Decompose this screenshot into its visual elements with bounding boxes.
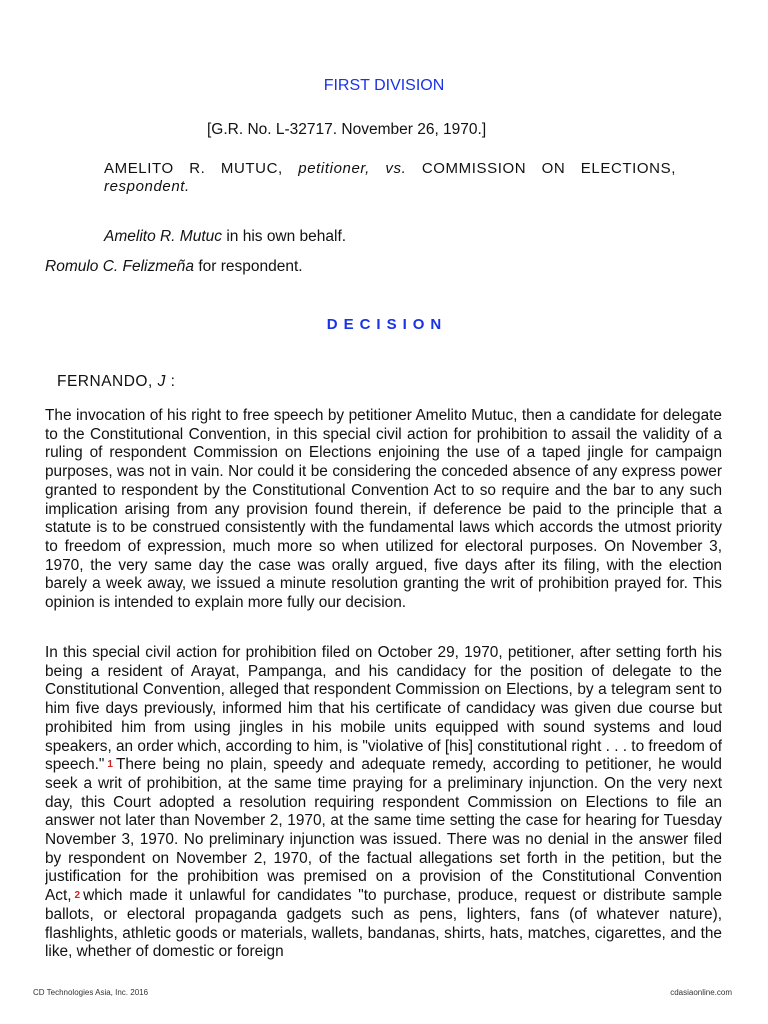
- respondent-role: respondent.: [104, 178, 190, 195]
- footnote-link-1[interactable]: 1: [107, 759, 113, 771]
- paragraph-2-part-3: which made it unlawful for candidates "to purchase, produce, request or distribute sample ballots, or electoral propaganda gadgets such as pens, lighters, fans (of whatever nature), flashlights, athletic goods or materials, wallets, bandanas, shirts, hats, matches, cigarettes, and the like, whether of domestic or foreign: [45, 887, 722, 961]
- footer-site: cdasiaonline.com: [670, 988, 732, 997]
- ponente-colon: :: [165, 373, 176, 390]
- ponente: [57, 373, 175, 391]
- ponente-name: FERNANDO,: [57, 373, 153, 390]
- division-heading: FIRST DIVISION: [323, 77, 445, 94]
- case-parties: [104, 160, 676, 196]
- decision-title: DECISION: [326, 316, 448, 333]
- versus-label: vs.: [385, 160, 407, 177]
- respondent-counsel: [45, 258, 303, 276]
- footnote-link-2[interactable]: 2: [74, 890, 81, 902]
- footer-copyright: CD Technologies Asia, Inc. 2016: [33, 988, 149, 997]
- petitioner-role: petitioner,: [298, 160, 370, 177]
- paragraph-2-part-1: In this special civil action for prohibition filed on October 29, 1970, petitioner, after setting forth his being a resident of Arayat, Pampanga, and his candidacy for the position of delegate to the Constitutional Convention, alleged that respondent Commission on Elections, by a telegram sent to him five days previously, informed him that his certificate of candidacy was given due course but prohibited him from using jingles in his mobile units equipped with sound systems and loud speakers, an order which, according to him, is "violative of [his] constitutional right . . . to freedom of speech.": [45, 644, 722, 774]
- respondent-counsel-name: Romulo C. Felizmeña: [45, 258, 195, 275]
- respondent-name: COMMISSION ON ELECTIONS,: [421, 160, 676, 177]
- paragraph-2: [45, 644, 722, 979]
- petitioner-counsel-name: Amelito R. Mutuc: [104, 228, 223, 245]
- petitioner-counsel-text: in his own behalf.: [222, 228, 347, 245]
- case-number: [G.R. No. L-32717. November 26, 1970.]: [207, 121, 487, 138]
- petitioner-name: AMELITO R. MUTUC,: [104, 160, 283, 177]
- ponente-title: J: [157, 373, 166, 390]
- paragraph-2-part-2: There being no plain, speedy and adequate remedy, according to petitioner, he would seek a writ of prohibition, at the same time praying for a preliminary injunction. On the very next day, this Court adopted a resolution requiring respondent Commission on Elections to file an answer not later than November 2, 1970, at the same time setting the case for hearing for Tuesday November 3, 1970. No preliminary injunction was issued. There was no denial in the answer filed by respondent on November 2, 1970, of the factual allegations set forth in the petition, but the justification for the prohibition was premised on a provision of the Constitutional Convention Act,: [45, 756, 722, 905]
- petitioner-counsel: [104, 228, 346, 246]
- respondent-counsel-text: for respondent.: [194, 258, 303, 275]
- paragraph-1: The invocation of his right to free speech by petitioner Amelito Mutuc, then a candidate for delegate to the Constitutional Convention, in this special civil action for prohibition to assail the validity of a ruling of respondent Commission on Elections enjoining the use of a taped jingle for campaign purposes, was not in vain. Nor could it be considering the conceded absence of any express power granted to respondent by the Constitutional Convention Act to so require and the bar to any such implication arising from any provision found therein, if deference be paid to the principle that a statute is to be construed consistently with the fundamental laws which accords the utmost priority to freedom of expression, much more so when utilized for electoral purposes. On November 3, 1970, the very same day the case was orally argued, five days after its filing, with the election barely a week away, we issued a minute resolution granting the writ of prohibition prayed for. This opinion is intended to explain more fully our decision.: [45, 407, 722, 612]
